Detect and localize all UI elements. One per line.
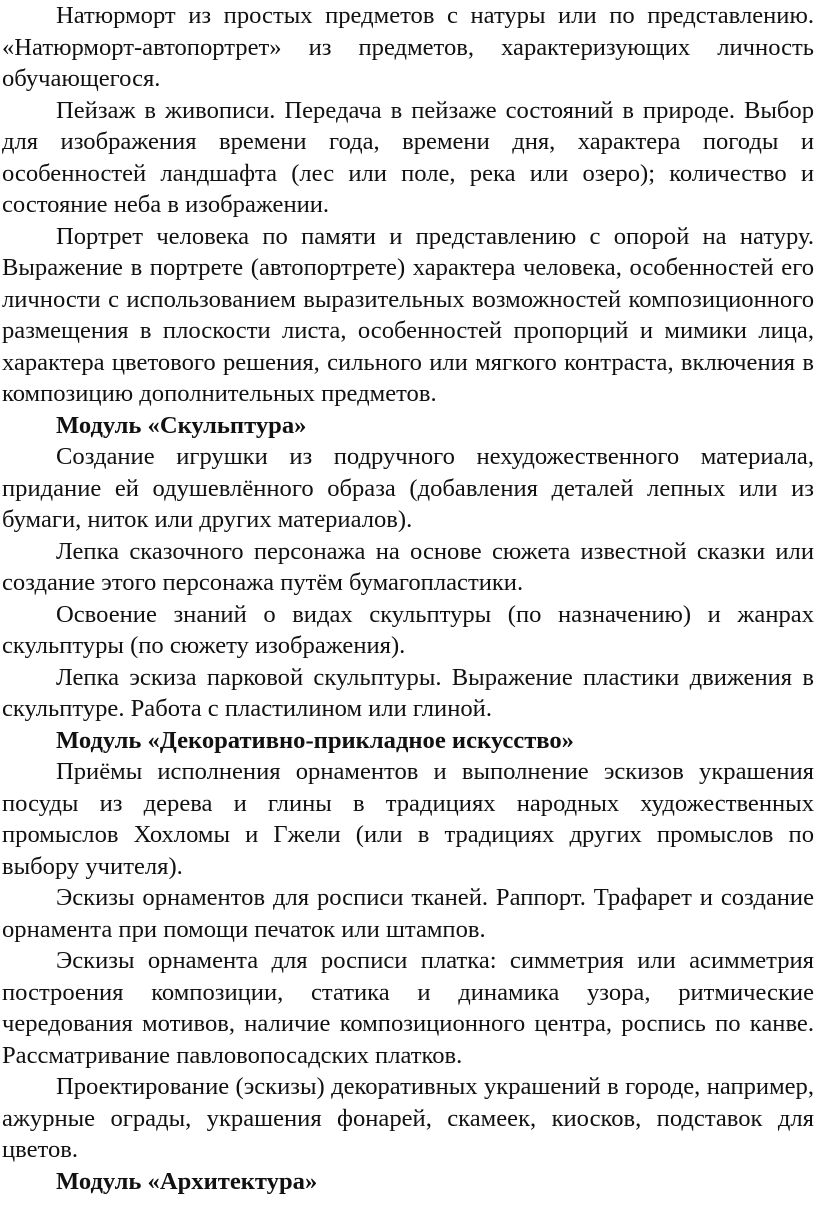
paragraph-fabric-ornaments: Эскизы орнаментов для росписи тканей. Раппорт. Трафарет и создание орнамента при помощи печаток или штампов. <box>2 884 814 943</box>
paragraph-toy-creation: Создание игрушки из подручного нехудожественного материала, придание ей одушевлённого образа (добавления деталей лепных или из бумаги, ниток или других материалов). <box>2 443 814 533</box>
paragraph-still-life: Натюрморт из простых предметов с натуры или по представлению. «Натюрморт-автопортрет» из предметов, характеризующих личность обучающегося. <box>2 2 814 92</box>
paragraph-landscape: Пейзаж в живописи. Передача в пейзаже состояний в природе. Выбор для изображения времени года, времени дня, характера погоды и особенностей ландшафта (лес или поле, река или озеро); количество и состояние неба в изображении. <box>2 96 814 218</box>
paragraph-sculpture-types: Освоение знаний о видах скульптуры (по назначению) и жанрах скульптуры (по сюжету изображения). <box>2 600 814 659</box>
paragraph-ornament-techniques: Приёмы исполнения орнаментов и выполнение эскизов украшения посуды из дерева и глины в традициях народных художественных промыслов Хохломы и Гжели (или в традициях других промыслов по выбору учителя). <box>2 758 814 880</box>
heading-sculpture-module: Модуль «Скульптура» <box>56 411 307 439</box>
paragraph-portrait: Портрет человека по памяти и представлению с опорой на натуру. Выражение в портрете (автопортрете) характера человека, особенностей его личности с использованием выразительных возможностей композиционного размещения в плоскости листа, особенностей пропорций и мимики лица, характера цветового решения, сильного или мягкого контраста, включения в композицию дополнительных предметов. <box>2 222 814 407</box>
paragraph-fairy-tale-character: Лепка сказочного персонажа на основе сюжета известной сказки или создание этого персонажа путём бумагопластики. <box>2 537 814 596</box>
paragraph-park-sculpture: Лепка эскиза парковой скульптуры. Выражение пластики движения в скульптуре. Работа с пластилином или глиной. <box>2 663 814 722</box>
paragraph-city-decorations: Проектирование (эскизы) декоративных украшений в городе, например, ажурные ограды, украшения фонарей, скамеек, киосков, подставок для цветов. <box>2 1073 814 1163</box>
heading-decorative-arts-module: Модуль «Декоративно-прикладное искусство» <box>56 726 574 754</box>
paragraph-shawl-ornament: Эскизы орнамента для росписи платка: симметрия или асимметрия построения композиции, статика и динамика узора, ритмические чередования мотивов, наличие композиционного центра, роспись по канве. Рассматривание павловопосадских платков. <box>2 947 814 1069</box>
heading-architecture-module: Модуль «Архитектура» <box>56 1167 318 1195</box>
